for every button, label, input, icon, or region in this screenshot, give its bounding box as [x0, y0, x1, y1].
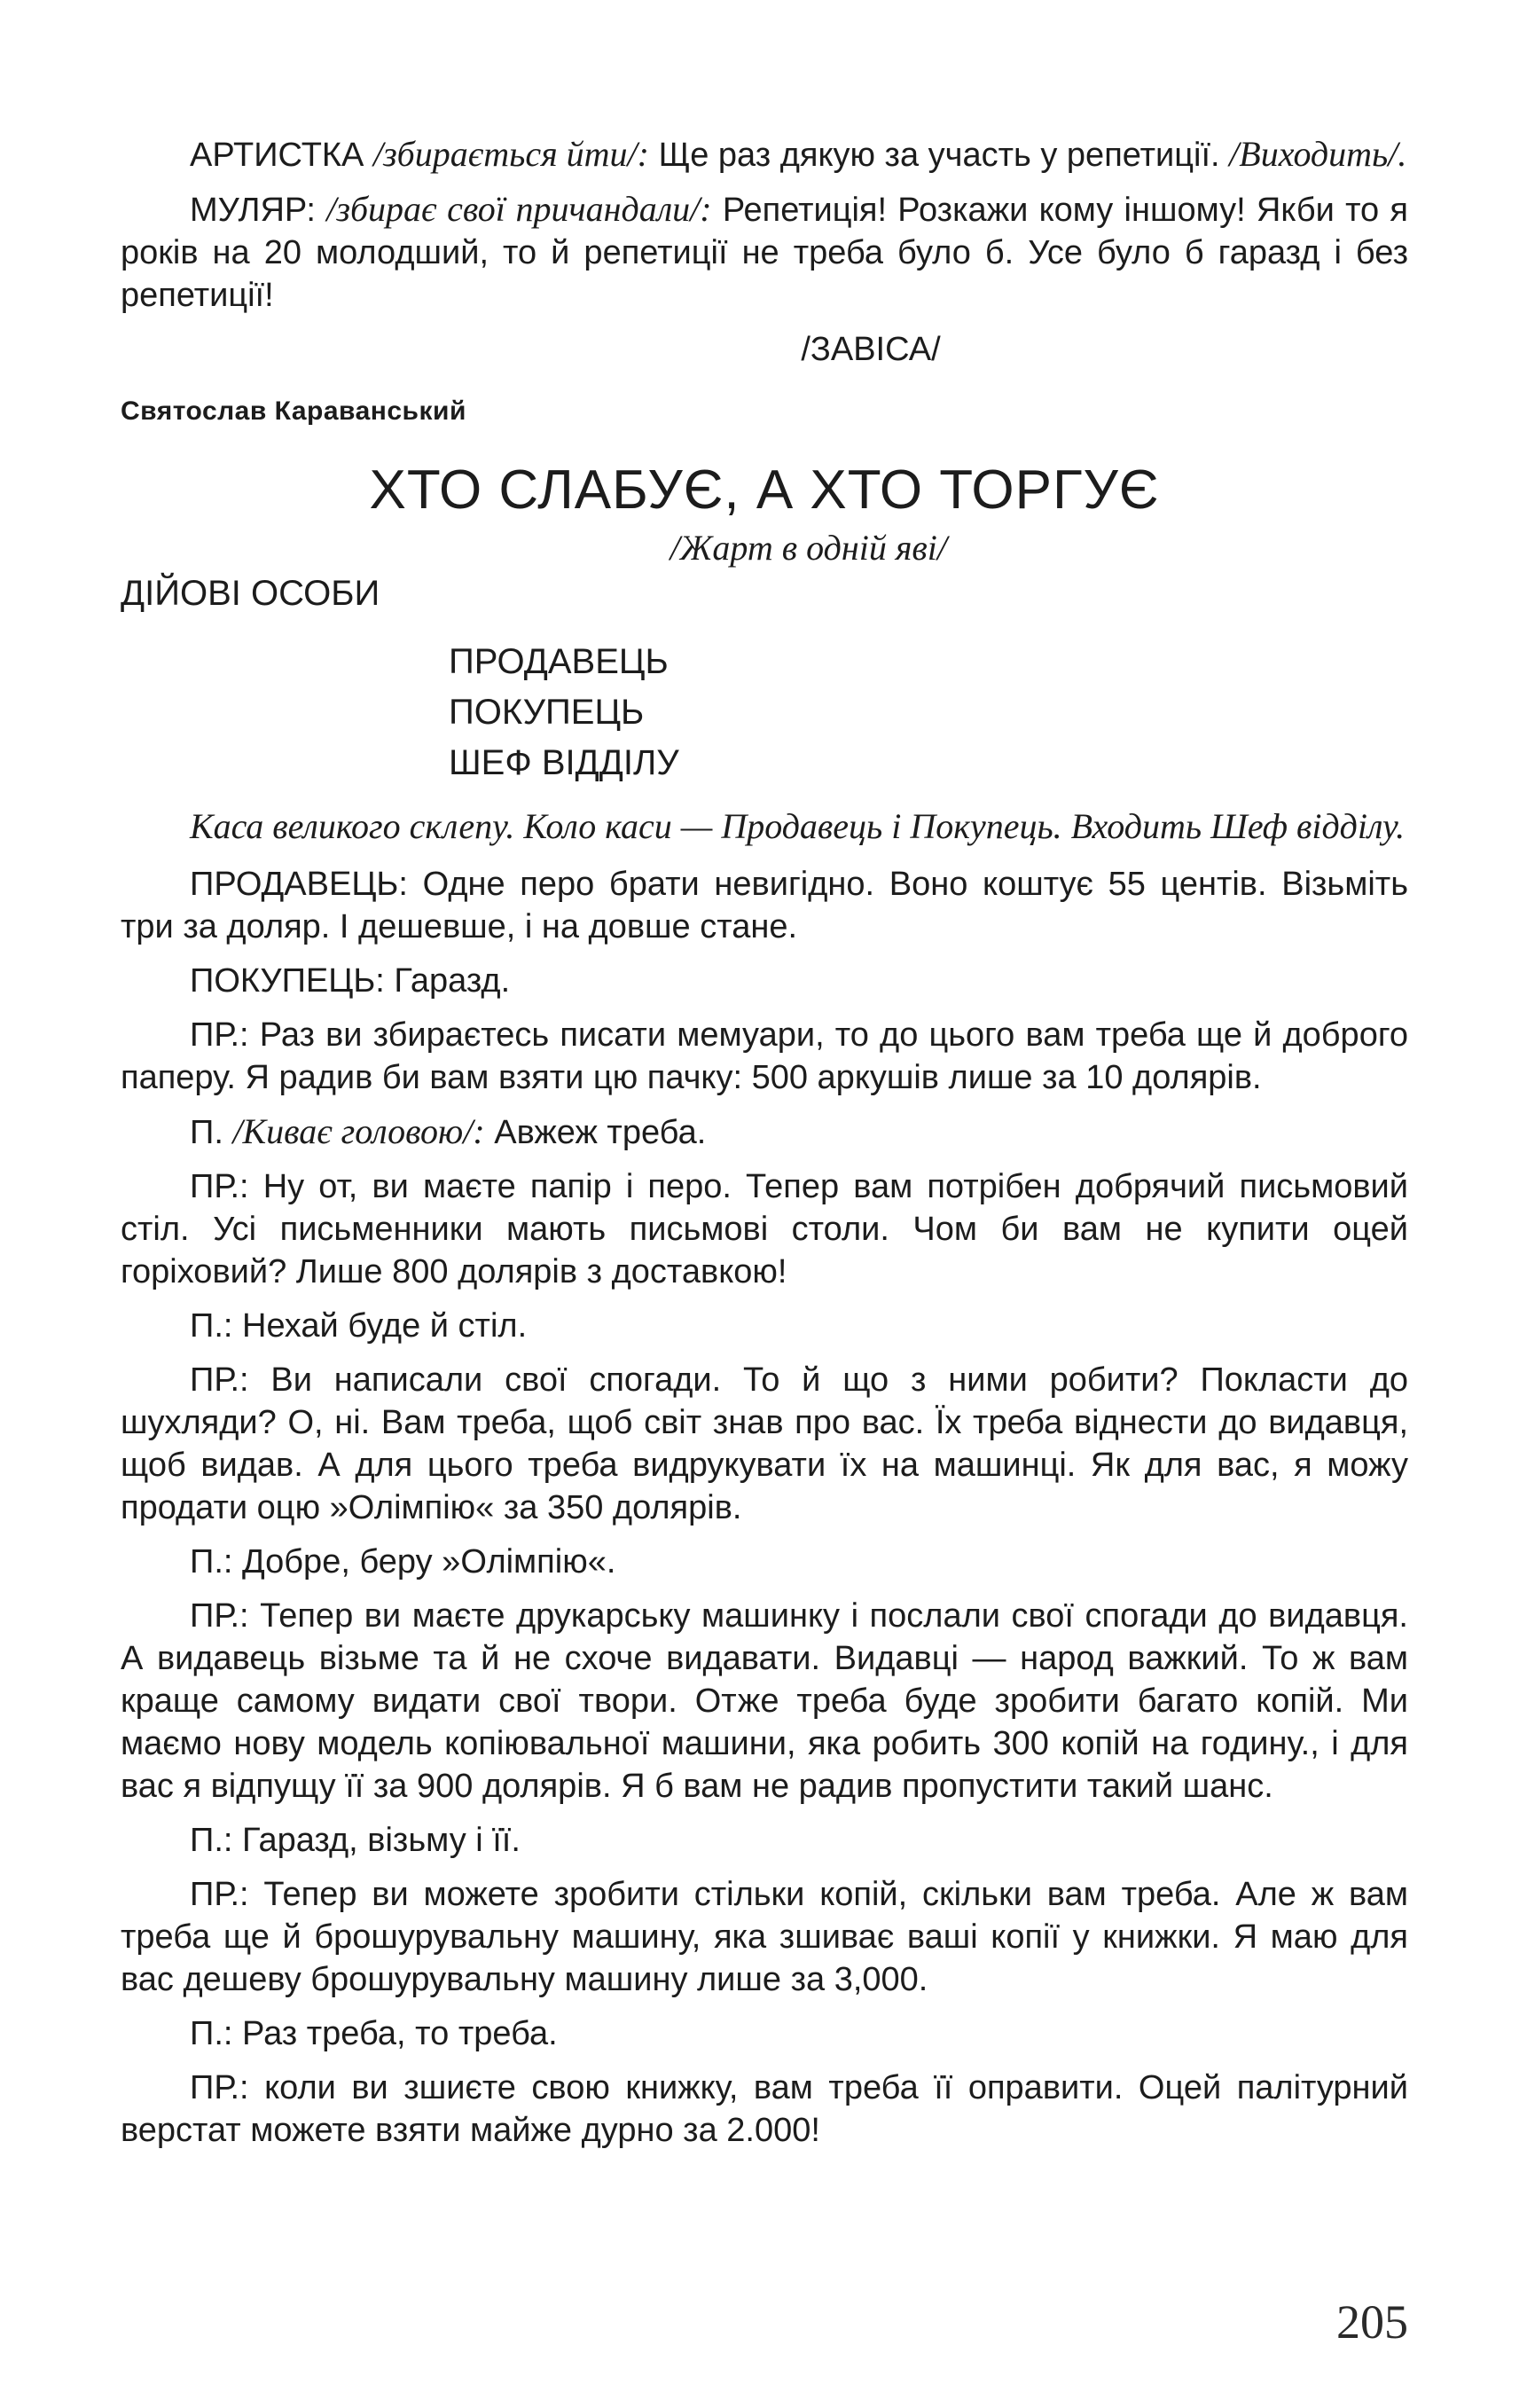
opening-stage-direction: Каса великого склепу. Коло каси — Продавець і Покупець. Входить Шеф відділу. [190, 806, 1406, 846]
page-number: 205 [1336, 2295, 1408, 2349]
speech-text: коли ви зшиєте свою книжку, вам треба її оправити. Оцей палітурний верстат можете взяти майже дурно за 2.000! [121, 2069, 1408, 2149]
dialogue-line [121, 1359, 1408, 1529]
dialogue-line [121, 1595, 1408, 1808]
intro-paragraph-2 [121, 188, 1408, 317]
speaker: МУЛЯР: [190, 192, 316, 229]
dialogue-line [121, 1110, 1408, 1154]
speaker: АРТИСТКА [190, 137, 364, 174]
speech-text: Раз треба, то треба. [242, 2015, 558, 2052]
cast-item: ПОКУПЕЦЬ [449, 693, 645, 732]
dialogue-line [121, 1873, 1408, 2001]
dialogue-line [121, 2067, 1408, 2152]
speaker: П. [190, 1114, 223, 1151]
speaker: П.: [190, 1307, 233, 1345]
speaker: ПР.: [190, 1361, 249, 1399]
intro-paragraph-1 [121, 133, 1408, 176]
play-title: ХТО СЛАБУЄ, А ХТО ТОРГУЄ [369, 459, 1160, 521]
dialogue [121, 863, 1408, 2152]
speech-text: Тепер ви можете зробити стільки копій, скільки вам треба. Але ж вам треба ще й брошурувальну машину, яка зшиває ваші копії у книжки. Я маю для вас дешеву брошурувальну машину лише за 3,000. [121, 1876, 1408, 1998]
speech-text: Гаразд. [394, 962, 511, 1000]
speaker: ПОКУПЕЦЬ: [190, 962, 385, 1000]
dialogue-line [121, 1541, 1408, 1583]
speech-text: Репетиція! Розкажи кому іншому! Якби то я років на 20 молодший, то й репетиції не треба було б. Усе було б гаразд і без репетиції! [121, 192, 1408, 314]
dialogue-line [121, 1165, 1408, 1293]
dialogue-line [121, 1819, 1408, 1862]
speech-text: Авжеж треба. [494, 1114, 707, 1151]
speech-text: Гаразд, візьму і її. [242, 1822, 521, 1859]
speech-text: Ще раз дякую за участь у репетиції. [658, 137, 1220, 174]
dialogue-line [121, 863, 1408, 948]
cast-item: ПРОДАВЕЦЬ [449, 642, 669, 681]
stage-direction: /збирає свої причандали/: [326, 189, 712, 229]
speech-text: Ну от, ви маєте папір і перо. Тепер вам потрібен добрячий письмовий стіл. Усі письменники мають письмові столи. Чом би вам не купити оцей горіховий? Лише 800 долярів з доставкою! [121, 1168, 1409, 1290]
speaker: ПР.: [190, 1597, 249, 1635]
speaker: ПР.: [190, 1876, 249, 1913]
speaker: ПРОДАВЕЦЬ: [190, 866, 408, 903]
speaker: ПР.: [190, 1016, 249, 1054]
speaker: ПР.: [190, 2069, 249, 2106]
cast-item: ШЕФ ВІДДІЛУ [449, 743, 679, 782]
dialogue-line [121, 960, 1408, 1002]
speaker: П.: [190, 1543, 233, 1580]
speech-text: Раз ви збираєтесь писати мемуари, то до цього вам треба ще й доброго паперу. Я радив би вам взяти цю пачку: 500 аркушів лише за 10 долярів. [121, 1016, 1408, 1096]
speaker: П.: [190, 2015, 233, 2052]
stage-direction: /збирається йти/: [372, 134, 649, 174]
author-name: Святослав Караванський [121, 396, 466, 426]
cast-list [449, 637, 1408, 788]
speaker: ПР.: [190, 1168, 249, 1205]
curtain-line: /ЗАВІСА/ [801, 331, 941, 368]
speech-text: Добре, беру »Олімпію«. [242, 1543, 616, 1580]
speaker: П.: [190, 1822, 233, 1859]
speech-text: Тепер ви маєте друкарську машинку і послали свої спогади до видавця. А видавець візьме та й не схоче видавати. Видавці — народ важкий. То ж вам краще самому видати свої твори. Отже треба буде зробити багато копій. Ми маємо нову модель копіювальної машини, яка робить 300 копій на годину., і для вас я відпущу її за 900 долярів. Я б вам не радив пропустити такий шанс. [121, 1597, 1408, 1805]
page-content [121, 133, 1408, 2163]
speech-text: Нехай буде й стіл. [242, 1307, 528, 1345]
dialogue-line [121, 1014, 1408, 1099]
speech-text: Одне перо брати невигідно. Воно коштує 55 центів. Візьміть три за доляр. І дешевше, і на довше стане. [121, 866, 1408, 945]
stage-direction: /Киває головою/: [232, 1111, 485, 1151]
play-subtitle: /Жарт в одній яві/ [670, 528, 947, 568]
dialogue-line [121, 2012, 1408, 2055]
dialogue-line [121, 1305, 1408, 1347]
speech-text: Ви написали свої спогади. То й що з ними робити? Покласти до шухляди? О, ні. Вам треба, щоб світ знав про вас. Їх треба віднести до видавця, щоб видав. А для цього треба видрукувати їх на машинці. Як для вас, я можу продати оцю »Олімпію« за 350 долярів. [121, 1361, 1408, 1526]
exit-direction: /Виходить/. [1229, 134, 1407, 174]
cast-heading: ДІЙОВІ ОСОБИ [121, 574, 380, 613]
